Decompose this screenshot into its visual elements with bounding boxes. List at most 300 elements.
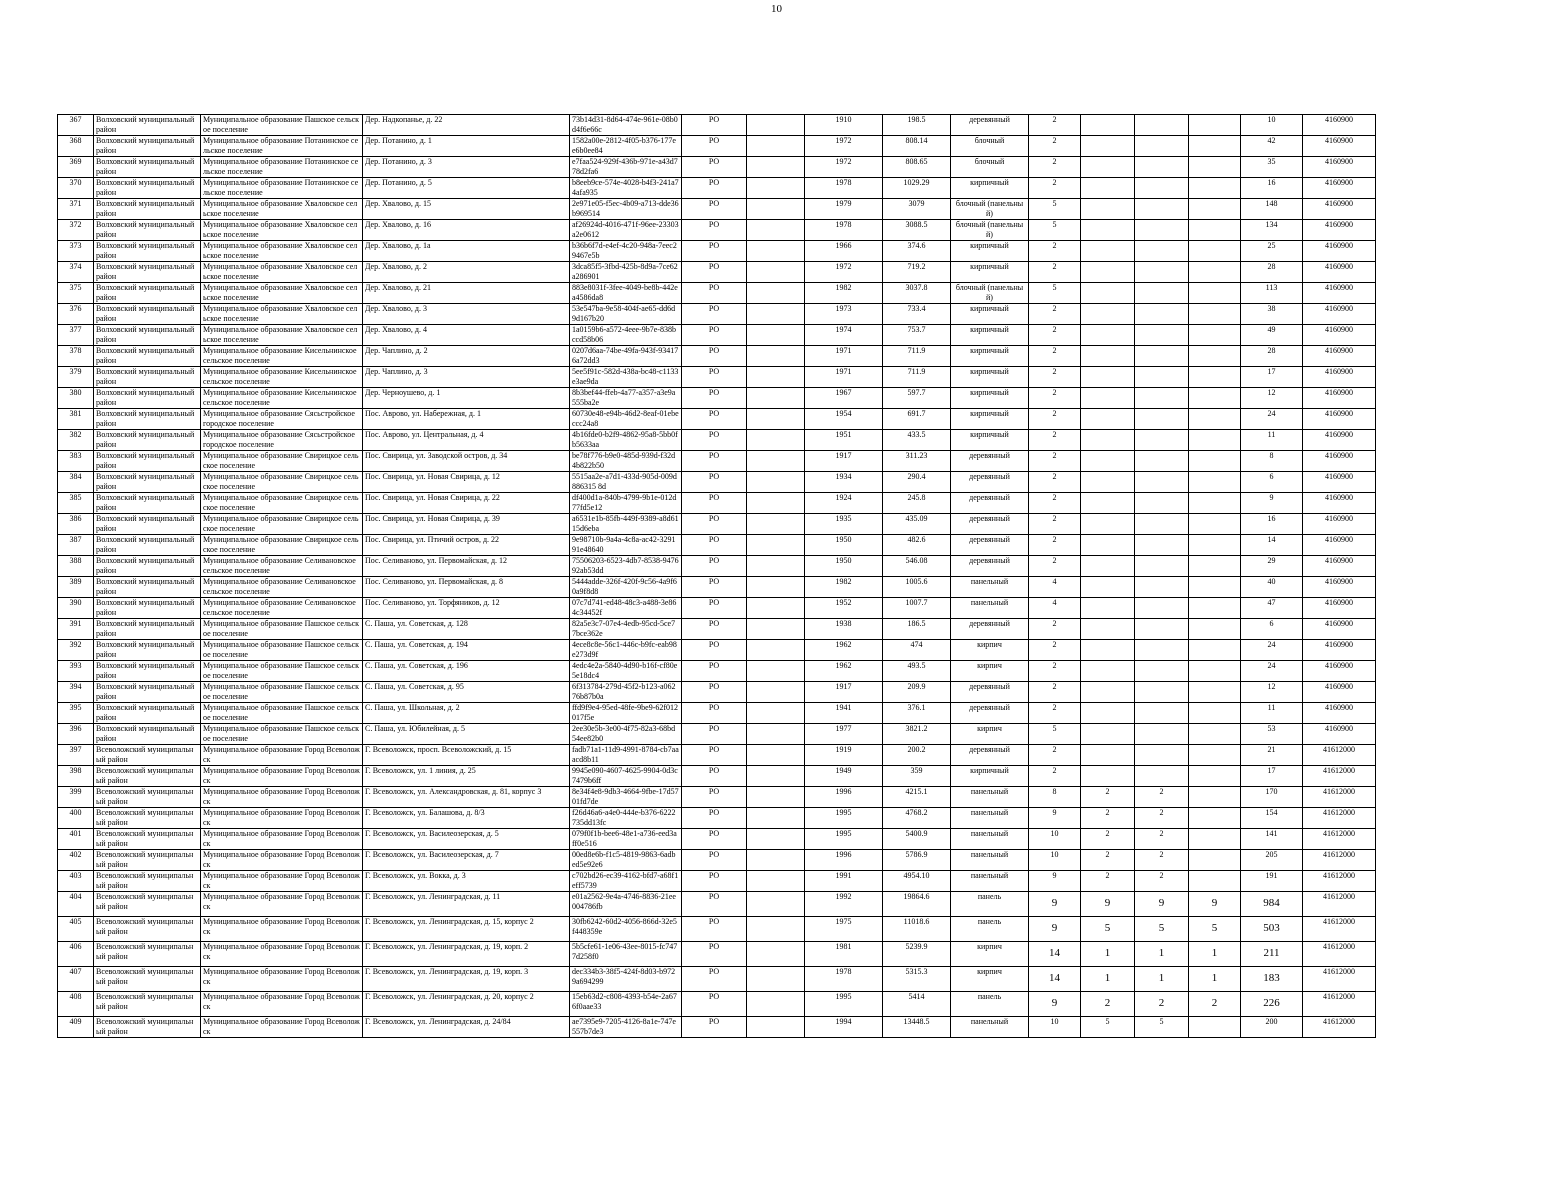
cell-c11: [1081, 745, 1135, 766]
cell-c11: [1081, 157, 1135, 178]
cell-oktmo: 4160900: [1303, 199, 1376, 220]
cell-form: РО: [682, 598, 747, 619]
cell-blank1: [747, 619, 805, 640]
cell-floors: 2: [1029, 451, 1081, 472]
cell-material: блочный: [951, 136, 1029, 157]
cell-municipality: Муниципальное образование Пашское сельское поселение: [201, 640, 363, 661]
cell-c11: [1081, 304, 1135, 325]
cell-blank1: [747, 220, 805, 241]
cell-c12: 5: [1135, 917, 1189, 942]
cell-year: 1934: [805, 472, 883, 493]
cell-material: кирпичный: [951, 346, 1029, 367]
cell-residents: 148: [1241, 199, 1303, 220]
cell-address: Пос. Свирица, ул. Новая Свирица, д. 39: [363, 514, 570, 535]
cell-floors: 2: [1029, 325, 1081, 346]
cell-n: 376: [58, 304, 94, 325]
cell-district: Волховский муниципальный район: [94, 220, 201, 241]
cell-year: 1996: [805, 850, 883, 871]
cell-c12: [1135, 514, 1189, 535]
cell-district: Волховский муниципальный район: [94, 556, 201, 577]
cell-floors: 2: [1029, 640, 1081, 661]
cell-blank1: [747, 367, 805, 388]
cell-area: 5400.9: [883, 829, 951, 850]
cell-area: 19864.6: [883, 892, 951, 917]
cell-oktmo: 4160900: [1303, 157, 1376, 178]
cell-oktmo: 4160900: [1303, 703, 1376, 724]
cell-form: РО: [682, 871, 747, 892]
cell-area: 209.9: [883, 682, 951, 703]
cell-blank1: [747, 178, 805, 199]
cell-year: 1972: [805, 157, 883, 178]
cell-oktmo: 4160900: [1303, 325, 1376, 346]
cell-floors: 9: [1029, 892, 1081, 917]
cell-municipality: Муниципальное образование Город Всеволожск: [201, 850, 363, 871]
cell-c12: 2: [1135, 808, 1189, 829]
table-row: [58, 220, 1376, 241]
cell-floors: 4: [1029, 577, 1081, 598]
cell-residents: 17: [1241, 367, 1303, 388]
cell-c11: [1081, 367, 1135, 388]
cell-form: РО: [682, 917, 747, 942]
cell-municipality: Муниципальное образование Пашское сельское поселение: [201, 703, 363, 724]
cell-n: 404: [58, 892, 94, 917]
cell-material: панель: [951, 992, 1029, 1017]
cell-oktmo: 4160900: [1303, 661, 1376, 682]
cell-municipality: Муниципальное образование Свирицкое сельское поселение: [201, 472, 363, 493]
cell-area: 311.23: [883, 451, 951, 472]
cell-c12: 1: [1135, 967, 1189, 992]
cell-municipality: Муниципальное образование Город Всеволожск: [201, 745, 363, 766]
cell-municipality: Муниципальное образование Потанинское сельское поселение: [201, 136, 363, 157]
cell-floors: 2: [1029, 619, 1081, 640]
table-row: [58, 283, 1376, 304]
cell-material: деревянный: [951, 535, 1029, 556]
cell-c12: [1135, 724, 1189, 745]
cell-c12: [1135, 556, 1189, 577]
cell-material: деревянный: [951, 451, 1029, 472]
cell-residents: 40: [1241, 577, 1303, 598]
cell-area: 597.7: [883, 388, 951, 409]
cell-blank1: [747, 808, 805, 829]
cell-c13: [1189, 325, 1241, 346]
cell-address: С. Паша, ул. Советская, д. 95: [363, 682, 570, 703]
cell-district: Волховский муниципальный район: [94, 283, 201, 304]
cell-n: 367: [58, 115, 94, 136]
cell-c11: [1081, 220, 1135, 241]
cell-guid: dec334b3-38f5-424f-8d03-b9729a694299: [570, 967, 682, 992]
cell-address: Пос. Селиваново, ул. Торфяников, д. 12: [363, 598, 570, 619]
cell-area: 13448.5: [883, 1017, 951, 1038]
cell-address: Пос. Аврово, ул. Набережная, д. 1: [363, 409, 570, 430]
cell-oktmo: 4160900: [1303, 241, 1376, 262]
cell-residents: 11: [1241, 430, 1303, 451]
cell-residents: 47: [1241, 598, 1303, 619]
cell-floors: 2: [1029, 409, 1081, 430]
cell-oktmo: 4160900: [1303, 262, 1376, 283]
cell-c13: [1189, 451, 1241, 472]
cell-area: 3037.8: [883, 283, 951, 304]
cell-district: Волховский муниципальный район: [94, 451, 201, 472]
cell-c13: [1189, 199, 1241, 220]
cell-guid: be78f776-b9e0-485d-939d-f32d4b822b50: [570, 451, 682, 472]
cell-address: Г. Всеволожск, ул. Александровская, д. 81, корпус 3: [363, 787, 570, 808]
cell-oktmo: 4160900: [1303, 724, 1376, 745]
cell-year: 1995: [805, 808, 883, 829]
cell-address: Дер. Потанино, д. 3: [363, 157, 570, 178]
table-row: [58, 724, 1376, 745]
cell-area: 374.6: [883, 241, 951, 262]
cell-address: Дер. Хвалово, д. 21: [363, 283, 570, 304]
cell-c12: [1135, 241, 1189, 262]
table-row: [58, 1017, 1376, 1038]
cell-guid: 07c7d741-ed48-48c3-a488-3e864c34452f: [570, 598, 682, 619]
cell-oktmo: 4160900: [1303, 388, 1376, 409]
cell-municipality: Муниципальное образование Свирицкое сельское поселение: [201, 514, 363, 535]
cell-municipality: Муниципальное образование Кисельнинское сельское поселение: [201, 367, 363, 388]
cell-form: РО: [682, 388, 747, 409]
cell-area: 691.7: [883, 409, 951, 430]
cell-oktmo: 41612000: [1303, 892, 1376, 917]
cell-floors: 2: [1029, 493, 1081, 514]
cell-residents: 28: [1241, 262, 1303, 283]
cell-year: 1974: [805, 325, 883, 346]
cell-address: Г. Всеволожск, ул. Балашова, д. 8/3: [363, 808, 570, 829]
cell-floors: 9: [1029, 917, 1081, 942]
cell-oktmo: 4160900: [1303, 430, 1376, 451]
cell-form: РО: [682, 199, 747, 220]
cell-area: 546.08: [883, 556, 951, 577]
cell-municipality: Муниципальное образование Потанинское сельское поселение: [201, 178, 363, 199]
cell-guid: 8e34f4e8-9db3-4664-9fbe-17d5701fd7de: [570, 787, 682, 808]
cell-c12: [1135, 136, 1189, 157]
cell-floors: 2: [1029, 388, 1081, 409]
cell-area: 376.1: [883, 703, 951, 724]
cell-c11: [1081, 619, 1135, 640]
cell-c11: [1081, 199, 1135, 220]
cell-n: 382: [58, 430, 94, 451]
cell-guid: 1582a00e-2812-4f05-b376-177ee6b0ee84: [570, 136, 682, 157]
cell-oktmo: 4160900: [1303, 136, 1376, 157]
cell-area: 290.4: [883, 472, 951, 493]
cell-area: 808.65: [883, 157, 951, 178]
cell-municipality: Муниципальное образование Хваловское сельское поселение: [201, 325, 363, 346]
cell-c12: [1135, 157, 1189, 178]
cell-address: С. Паша, ул. Советская, д. 194: [363, 640, 570, 661]
cell-district: Всеволожский муниципальный район: [94, 787, 201, 808]
cell-c13: [1189, 682, 1241, 703]
cell-oktmo: 41612000: [1303, 829, 1376, 850]
cell-residents: 200: [1241, 1017, 1303, 1038]
cell-oktmo: 41612000: [1303, 917, 1376, 942]
cell-residents: 205: [1241, 850, 1303, 871]
cell-c13: [1189, 787, 1241, 808]
cell-c11: [1081, 409, 1135, 430]
cell-address: Дер. Хвалово, д. 15: [363, 199, 570, 220]
cell-n: 400: [58, 808, 94, 829]
cell-residents: 24: [1241, 409, 1303, 430]
cell-c12: [1135, 682, 1189, 703]
cell-guid: 3dca85f5-3fbd-425b-8d9a-7ce62a286901: [570, 262, 682, 283]
cell-c13: [1189, 283, 1241, 304]
cell-year: 1919: [805, 745, 883, 766]
cell-oktmo: 41612000: [1303, 745, 1376, 766]
cell-floors: 2: [1029, 535, 1081, 556]
cell-c13: [1189, 514, 1241, 535]
cell-oktmo: 41612000: [1303, 766, 1376, 787]
cell-c12: [1135, 199, 1189, 220]
cell-n: 390: [58, 598, 94, 619]
cell-oktmo: 41612000: [1303, 967, 1376, 992]
cell-floors: 2: [1029, 682, 1081, 703]
cell-material: деревянный: [951, 514, 1029, 535]
cell-material: блочный (панельный): [951, 199, 1029, 220]
cell-c13: [1189, 304, 1241, 325]
cell-c13: [1189, 493, 1241, 514]
cell-address: Дер. Чаплино, д. 3: [363, 367, 570, 388]
cell-district: Волховский муниципальный район: [94, 493, 201, 514]
cell-blank1: [747, 157, 805, 178]
cell-oktmo: 4160900: [1303, 682, 1376, 703]
cell-district: Волховский муниципальный район: [94, 178, 201, 199]
cell-blank1: [747, 514, 805, 535]
cell-year: 1954: [805, 409, 883, 430]
cell-oktmo: 4160900: [1303, 409, 1376, 430]
cell-guid: 9e98710b-9a4a-4c8a-ac42-329191e48640: [570, 535, 682, 556]
cell-district: Волховский муниципальный район: [94, 157, 201, 178]
cell-form: РО: [682, 661, 747, 682]
cell-material: панель: [951, 892, 1029, 917]
cell-form: РО: [682, 115, 747, 136]
cell-floors: 2: [1029, 514, 1081, 535]
cell-c13: [1189, 178, 1241, 199]
cell-floors: 2: [1029, 304, 1081, 325]
cell-blank1: [747, 409, 805, 430]
cell-municipality: Муниципальное образование Пашское сельское поселение: [201, 724, 363, 745]
cell-n: 399: [58, 787, 94, 808]
cell-form: РО: [682, 472, 747, 493]
cell-n: 374: [58, 262, 94, 283]
cell-c11: [1081, 472, 1135, 493]
cell-c13: [1189, 661, 1241, 682]
cell-material: кирпичный: [951, 367, 1029, 388]
cell-residents: 8: [1241, 451, 1303, 472]
cell-n: 393: [58, 661, 94, 682]
cell-blank1: [747, 325, 805, 346]
cell-floors: 2: [1029, 430, 1081, 451]
cell-c11: [1081, 493, 1135, 514]
cell-floors: 10: [1029, 829, 1081, 850]
table-body: [58, 115, 1376, 1038]
cell-district: Волховский муниципальный район: [94, 262, 201, 283]
cell-form: РО: [682, 241, 747, 262]
cell-residents: 191: [1241, 871, 1303, 892]
cell-oktmo: 4160900: [1303, 367, 1376, 388]
cell-year: 1994: [805, 1017, 883, 1038]
cell-year: 1975: [805, 917, 883, 942]
cell-year: 1910: [805, 115, 883, 136]
cell-guid: 53e547ba-9e58-404f-ae65-dd6d9d167b20: [570, 304, 682, 325]
table-row: [58, 745, 1376, 766]
table-row: [58, 115, 1376, 136]
cell-n: 384: [58, 472, 94, 493]
cell-oktmo: 4160900: [1303, 619, 1376, 640]
cell-year: 1962: [805, 661, 883, 682]
cell-residents: 53: [1241, 724, 1303, 745]
cell-form: РО: [682, 850, 747, 871]
cell-floors: 2: [1029, 241, 1081, 262]
cell-year: 1917: [805, 682, 883, 703]
cell-guid: 079f0f1b-bee6-48e1-a736-eed3aff0e516: [570, 829, 682, 850]
cell-address: Г. Всеволожск, ул. Ленинградская, д. 24/84: [363, 1017, 570, 1038]
cell-address: Пос. Селиваново, ул. Первомайская, д. 8: [363, 577, 570, 598]
cell-guid: 73b14d31-8d64-474e-961e-08b0d4f6e66c: [570, 115, 682, 136]
cell-blank1: [747, 388, 805, 409]
cell-district: Волховский муниципальный район: [94, 640, 201, 661]
cell-c12: [1135, 535, 1189, 556]
cell-c12: [1135, 640, 1189, 661]
cell-residents: 16: [1241, 514, 1303, 535]
cell-floors: 10: [1029, 850, 1081, 871]
cell-c11: 5: [1081, 1017, 1135, 1038]
cell-floors: 2: [1029, 367, 1081, 388]
cell-district: Волховский муниципальный район: [94, 241, 201, 262]
cell-municipality: Муниципальное образование Кисельнинское сельское поселение: [201, 388, 363, 409]
cell-year: 1982: [805, 577, 883, 598]
cell-form: РО: [682, 262, 747, 283]
cell-c13: [1189, 724, 1241, 745]
cell-municipality: Муниципальное образование Город Всеволожск: [201, 917, 363, 942]
cell-c12: [1135, 283, 1189, 304]
cell-form: РО: [682, 556, 747, 577]
cell-floors: 2: [1029, 472, 1081, 493]
cell-year: 1973: [805, 304, 883, 325]
cell-c12: 2: [1135, 829, 1189, 850]
cell-n: 396: [58, 724, 94, 745]
cell-c11: [1081, 346, 1135, 367]
cell-address: Пос. Свирица, ул. Новая Свирица, д. 12: [363, 472, 570, 493]
cell-blank1: [747, 703, 805, 724]
cell-area: 482.6: [883, 535, 951, 556]
cell-year: 1982: [805, 283, 883, 304]
cell-c13: [1189, 619, 1241, 640]
cell-area: 359: [883, 766, 951, 787]
cell-blank1: [747, 829, 805, 850]
cell-form: РО: [682, 942, 747, 967]
cell-c11: [1081, 661, 1135, 682]
cell-oktmo: 4160900: [1303, 514, 1376, 535]
cell-blank1: [747, 535, 805, 556]
cell-residents: 10: [1241, 115, 1303, 136]
cell-form: РО: [682, 967, 747, 992]
cell-residents: 503: [1241, 917, 1303, 942]
cell-c13: [1189, 850, 1241, 871]
cell-blank1: [747, 787, 805, 808]
cell-c11: 2: [1081, 787, 1135, 808]
cell-oktmo: 4160900: [1303, 598, 1376, 619]
cell-c12: [1135, 367, 1189, 388]
cell-area: 1029.29: [883, 178, 951, 199]
cell-c12: 5: [1135, 1017, 1189, 1038]
cell-year: 1967: [805, 388, 883, 409]
cell-c13: [1189, 220, 1241, 241]
housing-registry-sheet: [57, 114, 1376, 1038]
cell-n: 408: [58, 992, 94, 1017]
cell-material: деревянный: [951, 682, 1029, 703]
cell-floors: 5: [1029, 724, 1081, 745]
cell-material: блочный (панельный): [951, 220, 1029, 241]
cell-residents: 6: [1241, 619, 1303, 640]
cell-area: 1005.6: [883, 577, 951, 598]
cell-area: 5414: [883, 992, 951, 1017]
cell-blank1: [747, 493, 805, 514]
cell-residents: 226: [1241, 992, 1303, 1017]
cell-address: С. Паша, ул. Советская, д. 196: [363, 661, 570, 682]
cell-blank1: [747, 304, 805, 325]
cell-c11: 1: [1081, 967, 1135, 992]
cell-c11: [1081, 136, 1135, 157]
cell-floors: 14: [1029, 942, 1081, 967]
cell-address: Г. Всеволожск, ул. Вокка, д. 3: [363, 871, 570, 892]
cell-area: 5786.9: [883, 850, 951, 871]
cell-year: 1992: [805, 892, 883, 917]
cell-floors: 4: [1029, 598, 1081, 619]
table-row: [58, 409, 1376, 430]
cell-form: РО: [682, 409, 747, 430]
cell-c11: [1081, 388, 1135, 409]
table-row: [58, 535, 1376, 556]
cell-municipality: Муниципальное образование Хваловское сельское поселение: [201, 220, 363, 241]
cell-address: Дер. Хвалово, д. 2: [363, 262, 570, 283]
cell-form: РО: [682, 619, 747, 640]
cell-municipality: Муниципальное образование Хваловское сельское поселение: [201, 283, 363, 304]
cell-c11: [1081, 535, 1135, 556]
cell-c13: 1: [1189, 967, 1241, 992]
cell-residents: 14: [1241, 535, 1303, 556]
cell-material: панельный: [951, 577, 1029, 598]
cell-n: 389: [58, 577, 94, 598]
cell-residents: 24: [1241, 661, 1303, 682]
cell-year: 1991: [805, 871, 883, 892]
cell-district: Волховский муниципальный район: [94, 304, 201, 325]
cell-floors: 2: [1029, 745, 1081, 766]
cell-form: РО: [682, 283, 747, 304]
cell-blank1: [747, 766, 805, 787]
table-row: [58, 367, 1376, 388]
cell-blank1: [747, 1017, 805, 1038]
cell-year: 1995: [805, 992, 883, 1017]
cell-address: Пос. Свирица, ул. Новая Свирица, д. 22: [363, 493, 570, 514]
cell-municipality: Муниципальное образование Город Всеволожск: [201, 871, 363, 892]
cell-c11: 9: [1081, 892, 1135, 917]
cell-n: 388: [58, 556, 94, 577]
cell-guid: 4b16fde0-b2f9-4862-95a8-5bb0fb5633aa: [570, 430, 682, 451]
cell-c11: 5: [1081, 917, 1135, 942]
cell-c13: [1189, 535, 1241, 556]
cell-floors: 14: [1029, 967, 1081, 992]
cell-c12: 9: [1135, 892, 1189, 917]
cell-residents: 183: [1241, 967, 1303, 992]
cell-floors: 2: [1029, 136, 1081, 157]
cell-blank1: [747, 942, 805, 967]
cell-oktmo: 41612000: [1303, 787, 1376, 808]
cell-district: Всеволожский муниципальный район: [94, 892, 201, 917]
cell-municipality: Муниципальное образование Селивановское сельское поселение: [201, 556, 363, 577]
cell-material: кирпичный: [951, 262, 1029, 283]
cell-n: 409: [58, 1017, 94, 1038]
cell-residents: 24: [1241, 640, 1303, 661]
cell-address: Г. Всеволожск, ул. Ленинградская, д. 11: [363, 892, 570, 917]
cell-c13: [1189, 136, 1241, 157]
